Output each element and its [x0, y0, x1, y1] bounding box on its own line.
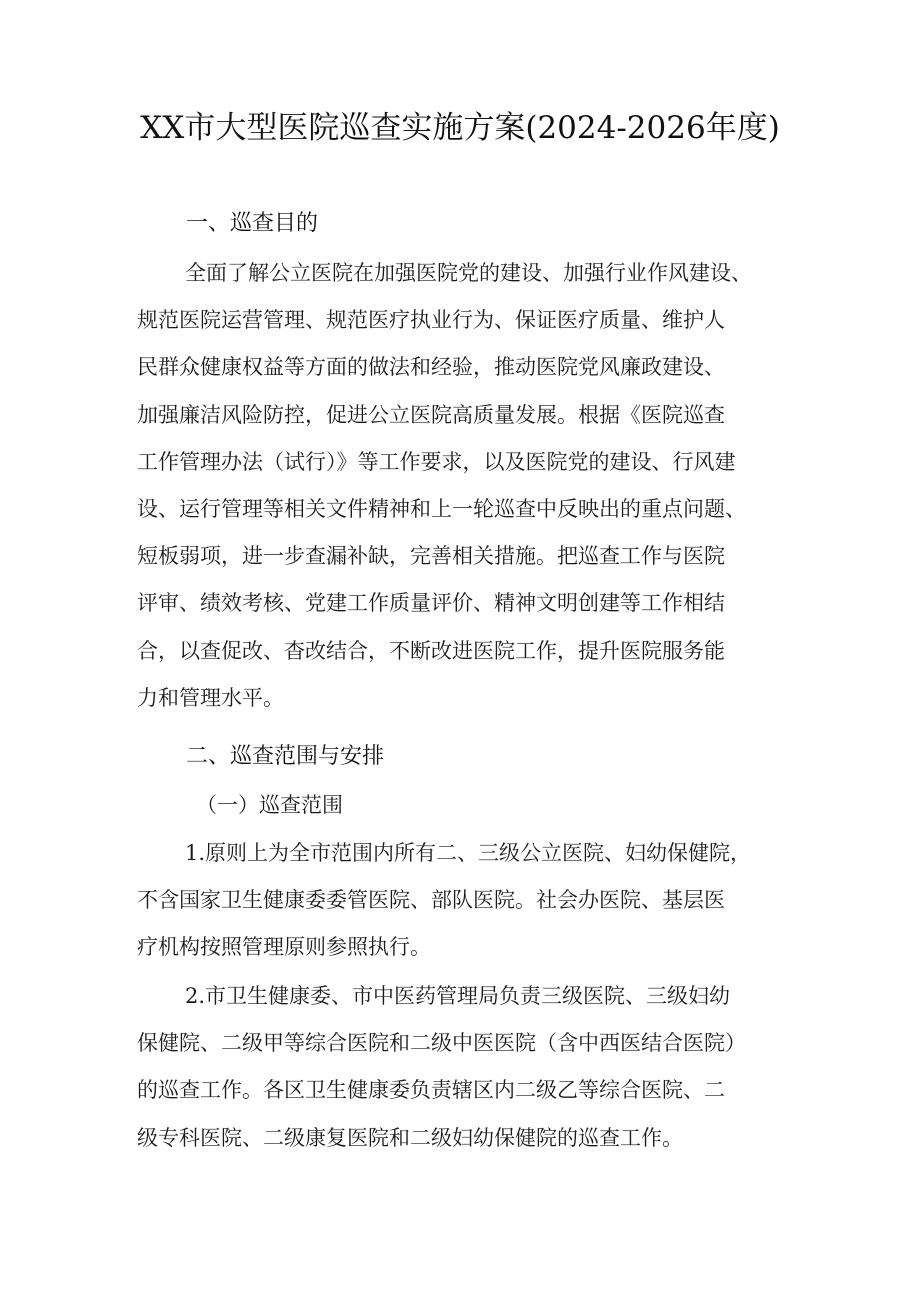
paragraph-line: 评审、绩效考核、党建工作质量评价、精神文明创建等工作相结	[137, 591, 725, 616]
paragraph-line: 2.市卫生健康委、市中医药管理局负责三级医院、三级妇幼	[185, 984, 731, 1008]
paragraph-line: 民群众健康权益等方面的做法和经验，推动医院党风廉政建设、	[137, 355, 725, 380]
section-heading-scope: 二、巡查范围与安排	[186, 744, 385, 769]
paragraph-line: 规范医院运营管理、规范医疗执业行为、保证医疗质量、维护人	[137, 308, 725, 333]
paragraph-line: 不含国家卫生健康委委管医院、部队医院。社会办医院、基层医	[137, 888, 725, 913]
paragraph-line: 保健院、二级甲等综合医院和二级中医医院（含中西医结合医院）	[137, 1031, 746, 1056]
paragraph-line: 疗机构按照管理原则参照执行。	[137, 935, 431, 960]
paragraph-line: 设、运行管理等相关文件精神和上一轮巡查中反映出的重点问题、	[137, 496, 746, 521]
paragraph-line: 加强廉洁风险防控，促进公立医院高质量发展。根据《医院巡查	[137, 402, 725, 427]
paragraph-line: 短板弱项，进一步查漏补缺，完善相关措施。把巡查工作与医院	[137, 544, 725, 569]
paragraph-purpose	[137, 250, 802, 722]
paragraph-line: 的巡查工作。各区卫生健康委负责辖区内二级乙等综合医院、二	[137, 1078, 725, 1103]
document-title: XX市大型医院巡查实施方案(2024-2026年度)	[140, 110, 780, 146]
paragraph-line: 1.原则上为全市范围内所有二、三级公立医院、妇幼保健院，	[185, 841, 752, 865]
paragraph-line: 全面了解公立医院在加强医院党的建设、加强行业作风建设、	[185, 261, 752, 285]
paragraph-line: 级专科医院、二级康复医院和二级妇幼保健院的巡查工作。	[137, 1125, 683, 1150]
subsection-heading-scope: （一）巡查范围	[196, 793, 343, 817]
paragraph-line: 工作管理办法（试行）》等工作要求，以及医院党的建设、行风建	[137, 449, 736, 474]
paragraph-line: 力和管理水平。	[137, 685, 284, 710]
paragraph-scope-1	[137, 830, 802, 972]
paragraph-line: 合，以查促改、杳改结合，不断改进医院工作，提升医院服务能	[137, 638, 725, 663]
section-heading-purpose: 一、巡查目的	[186, 211, 319, 236]
paragraph-scope-2	[137, 973, 802, 1162]
